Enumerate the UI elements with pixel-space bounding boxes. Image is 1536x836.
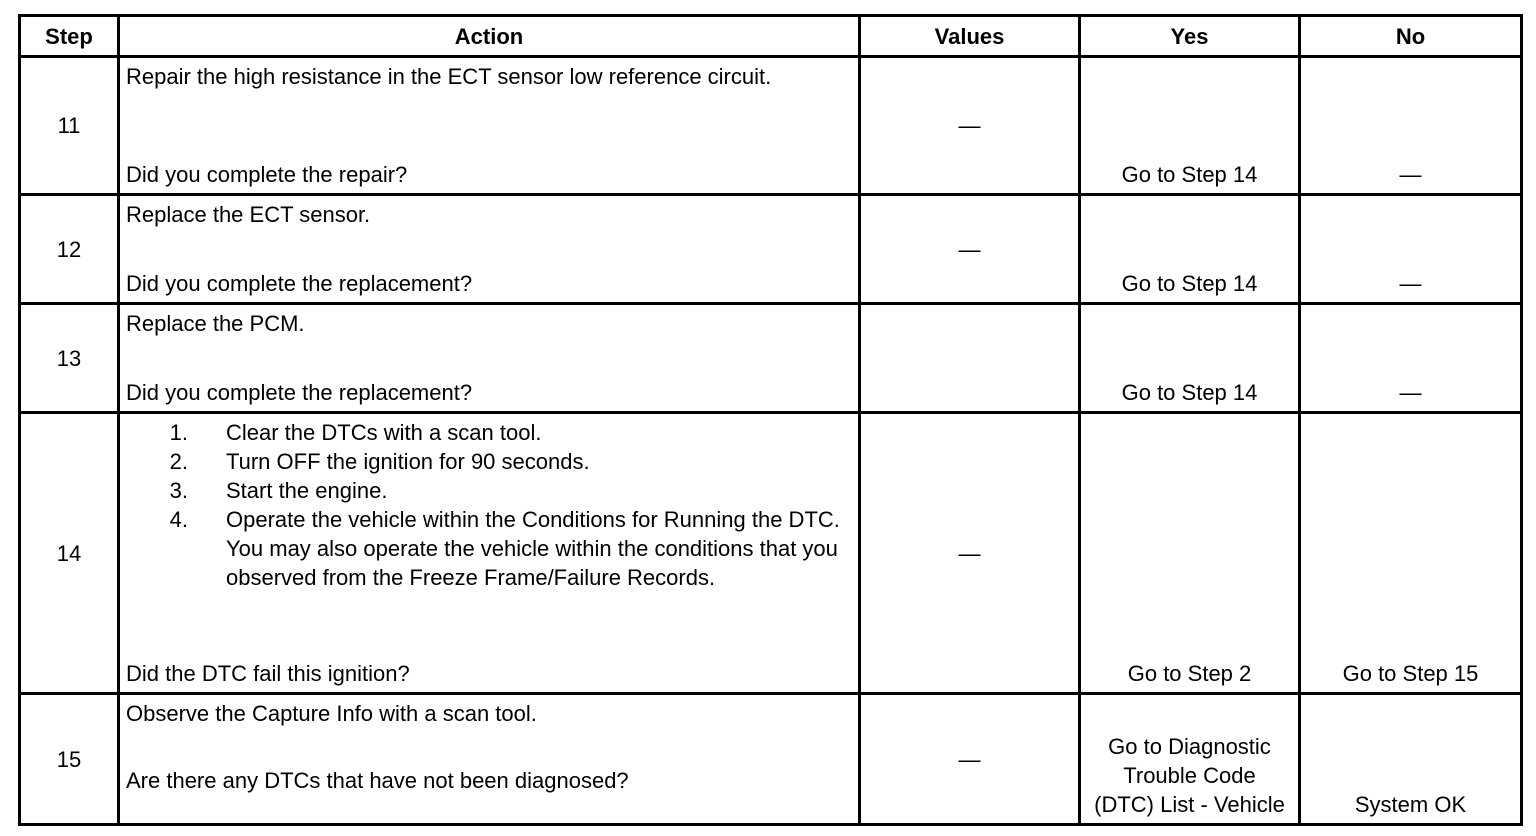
action-cell bbox=[119, 413, 860, 694]
list-item-text: Start the engine. bbox=[226, 478, 388, 503]
table-row bbox=[20, 57, 1522, 195]
yes-cell: Go to Step 14 bbox=[1080, 57, 1300, 195]
action-question: Did you complete the repair? bbox=[126, 162, 408, 187]
action-steps-list bbox=[126, 418, 852, 592]
no-cell: — bbox=[1300, 195, 1522, 304]
header-yes: Yes bbox=[1080, 16, 1300, 57]
step-number: 15 bbox=[20, 694, 119, 825]
yes-cell: Go to Diagnostic Trouble Code (DTC) List - Vehicle bbox=[1080, 694, 1300, 825]
table-row bbox=[20, 694, 1522, 825]
no-cell: Go to Step 15 bbox=[1300, 413, 1522, 694]
table-row bbox=[20, 413, 1522, 694]
list-item bbox=[126, 476, 852, 505]
action-question: Did you complete the replacement? bbox=[126, 380, 473, 405]
values-cell: — bbox=[860, 413, 1080, 694]
list-item-text: Turn OFF the ignition for 90 seconds. bbox=[226, 449, 590, 474]
action-text: Replace the PCM. bbox=[126, 311, 305, 336]
no-cell: System OK bbox=[1300, 694, 1522, 825]
list-item-number: 3. bbox=[169, 478, 188, 503]
action-cell bbox=[119, 304, 860, 413]
list-item-number: 1. bbox=[169, 420, 188, 445]
values-cell: — bbox=[860, 195, 1080, 304]
list-item bbox=[126, 447, 852, 476]
values-cell: — bbox=[860, 694, 1080, 825]
action-cell bbox=[119, 57, 860, 195]
header-no: No bbox=[1300, 16, 1522, 57]
step-number: 13 bbox=[20, 304, 119, 413]
list-item-number: 4. bbox=[169, 507, 188, 532]
step-number: 11 bbox=[20, 57, 119, 195]
action-question: Did the DTC fail this ignition? bbox=[126, 661, 410, 686]
action-text: Repair the high resistance in the ECT sensor low reference circuit. bbox=[126, 64, 772, 89]
action-cell bbox=[119, 694, 860, 825]
header-step: Step bbox=[20, 16, 119, 57]
action-cell bbox=[119, 195, 860, 304]
action-text: Replace the ECT sensor. bbox=[126, 202, 371, 227]
no-cell: — bbox=[1300, 57, 1522, 195]
action-question: Did you complete the replacement? bbox=[126, 271, 473, 296]
list-item bbox=[126, 505, 852, 592]
diagnostic-table bbox=[18, 14, 1523, 826]
header-row bbox=[20, 16, 1522, 57]
no-cell: — bbox=[1300, 304, 1522, 413]
values-cell: — bbox=[860, 57, 1080, 195]
header-action: Action bbox=[119, 16, 860, 57]
step-number: 12 bbox=[20, 195, 119, 304]
table-row bbox=[20, 304, 1522, 413]
step-number: 14 bbox=[20, 413, 119, 694]
list-item-text: Operate the vehicle within the Conditions for Running the DTC. You may also operate the vehicle within the conditions that you observed from the Freeze Frame/Failure Records. bbox=[226, 507, 840, 590]
list-item-text: Clear the DTCs with a scan tool. bbox=[226, 420, 542, 445]
yes-cell: Go to Step 14 bbox=[1080, 195, 1300, 304]
list-item bbox=[126, 418, 852, 447]
values-cell bbox=[860, 304, 1080, 413]
action-text: Observe the Capture Info with a scan tool. bbox=[126, 701, 537, 726]
action-question: Are there any DTCs that have not been diagnosed? bbox=[126, 768, 629, 793]
header-values: Values bbox=[860, 16, 1080, 57]
table-row bbox=[20, 195, 1522, 304]
yes-cell: Go to Step 2 bbox=[1080, 413, 1300, 694]
list-item-number: 2. bbox=[169, 449, 188, 474]
yes-cell: Go to Step 14 bbox=[1080, 304, 1300, 413]
